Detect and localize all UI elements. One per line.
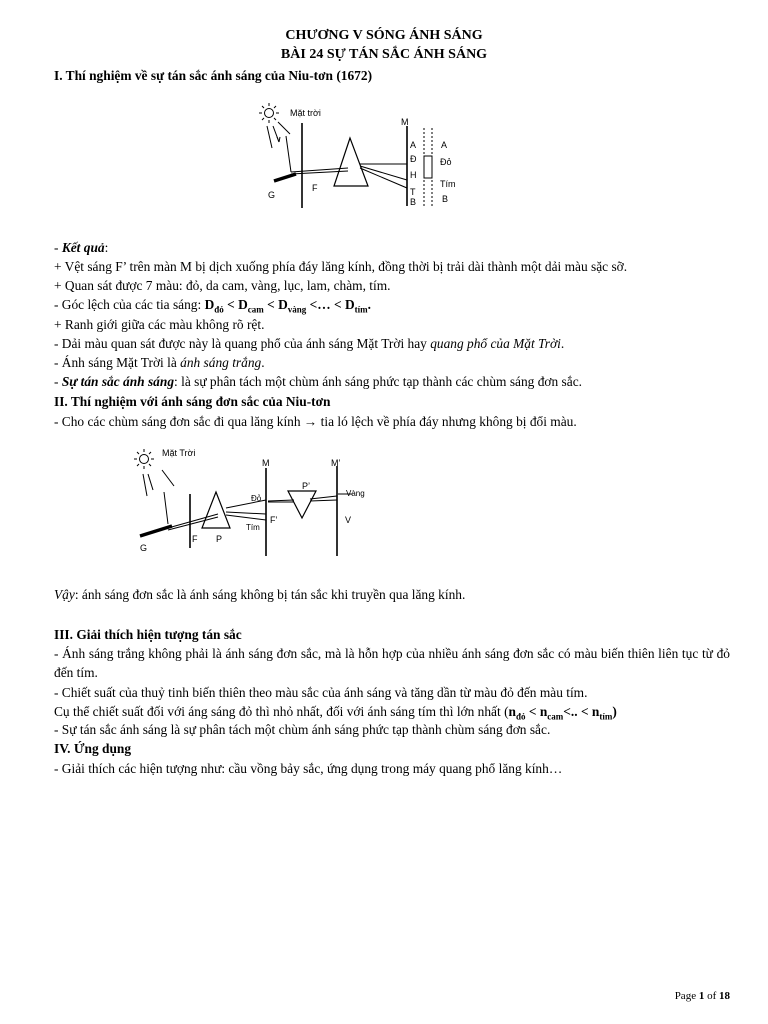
section4-p1: - Giải thích các hiện tượng như: cầu vồng bảy sắc, ứng dụng trong máy quang phổ lăng kính…	[54, 761, 563, 776]
fig1-a2: A	[441, 140, 448, 150]
fig1-g: G	[268, 190, 276, 200]
fig2-p2: P’	[302, 481, 311, 491]
fig1-f: F	[312, 183, 318, 193]
fig1-b: B	[410, 197, 417, 207]
section2-heading: II. Thí nghiệm với ánh sáng đơn sắc của Niu-tơn	[54, 394, 331, 409]
section3-p1: - Ánh sáng trắng không phải là ánh sáng đơn sắc, mà là hỗn hợp của nhiều ánh sáng đơn sắc có màu biến thiên liên tục từ đỏ đến tím.	[54, 646, 730, 680]
section3-heading: III. Giải thích hiện tượng tán sắc	[54, 627, 242, 642]
section2-line: - Cho các chùm sáng đơn sắc đi qua lăng kính → tia ló lệch về phía đáy nhưng không bị đổi màu.	[54, 414, 577, 429]
section3-p3: Cụ thể chiết suất đối với áng sáng đỏ thì nhỏ nhất, đối với ánh sáng tím thì lớn nhất ($n_{đỏ} < n_{cam}<$.. < $n_{tím}$)	[54, 704, 617, 722]
fig1-d: Đ	[410, 154, 417, 164]
fig2-vang: Vàng	[346, 489, 365, 498]
fig1-m: M	[401, 117, 409, 127]
fig1-sun-label: Mặt trời	[290, 108, 321, 118]
fig2-m: M	[262, 458, 270, 468]
boundary-line: + Ranh giới giữa các màu không rõ rệt.	[54, 317, 265, 332]
fig1-tim: Tím	[440, 179, 456, 189]
fig2-v: V	[345, 515, 352, 525]
result-line: - Kết quả:	[54, 240, 109, 255]
fig1-a: A	[410, 140, 417, 150]
fig2-g: G	[140, 543, 148, 553]
chapter-title: CHƯƠNG V SÓNG ÁNH SÁNG	[285, 28, 483, 43]
page-number: Page 1 of 18	[674, 990, 730, 1002]
lesson-title: BÀI 24 SỰ TÁN SẮC ÁNH SÁNG	[280, 47, 488, 62]
fig1-h: H	[410, 170, 417, 180]
section1-heading: I. Thí nghiệm về sự tán sắc ánh sáng của Niu-tơn (1672)	[54, 68, 373, 83]
fig2-p: P	[216, 534, 223, 544]
fig1-b2: B	[442, 194, 449, 204]
fig2-f2: F’	[270, 515, 278, 525]
dispersion-definition: - Sự tán sắc ánh sáng: là sự phân tách một chùm ánh sáng phức tạp thành các chùm sáng đơn sắc.	[54, 374, 582, 389]
white-light-line: - Ánh sáng Mặt Trời là ánh sáng trắng.	[54, 355, 265, 370]
fig2-f: F	[192, 534, 198, 544]
fig2-m2: M’	[331, 458, 341, 468]
fig1-t: T	[410, 187, 416, 197]
section4-heading: IV. Ứng dụng	[54, 741, 132, 756]
conclusion-line: Vậy: ánh sáng đơn sắc là ánh sáng không bị tán sắc khi truyền qua lăng kính.	[54, 587, 466, 602]
fig2-tim: Tím	[246, 523, 260, 532]
spectrum-line: - Dải màu quan sát được này là quang phổ của ánh sáng Mặt Trời hay quang phổ của Mặt Trời.	[54, 336, 565, 351]
section3-p2: - Chiết suất của thuỷ tinh biến thiên theo màu sắc của ánh sáng và tăng dần từ màu đỏ đến màu tím.	[54, 685, 588, 700]
result-item-1: + Vệt sáng F’ trên màn M bị dịch xuống phía đáy lăng kính, đồng thời bị trải dài thành một dải màu sặc sỡ.	[54, 259, 628, 274]
fig1-do: Đỏ	[440, 157, 452, 167]
figure-monochromatic	[128, 444, 392, 560]
result-item-2: + Quan sát được 7 màu: đỏ, da cam, vàng, lục, lam, chàm, tím.	[54, 278, 391, 293]
fig2-sun-label: Mặt Trời	[162, 448, 196, 458]
fig2-do: Đỏ	[251, 494, 262, 503]
deviation-angles: - Góc lệch của các tia sáng: $D_{đỏ} < D_{cam} < D_{vàng}$ <… < $D_{tím}$.	[54, 297, 372, 315]
section3-p4: - Sự tán sắc ánh sáng là sự phân tách một chùm ánh sáng phức tạp thành chùm sáng đơn sắc.	[54, 722, 551, 737]
figure-prism-dispersion	[256, 98, 468, 214]
